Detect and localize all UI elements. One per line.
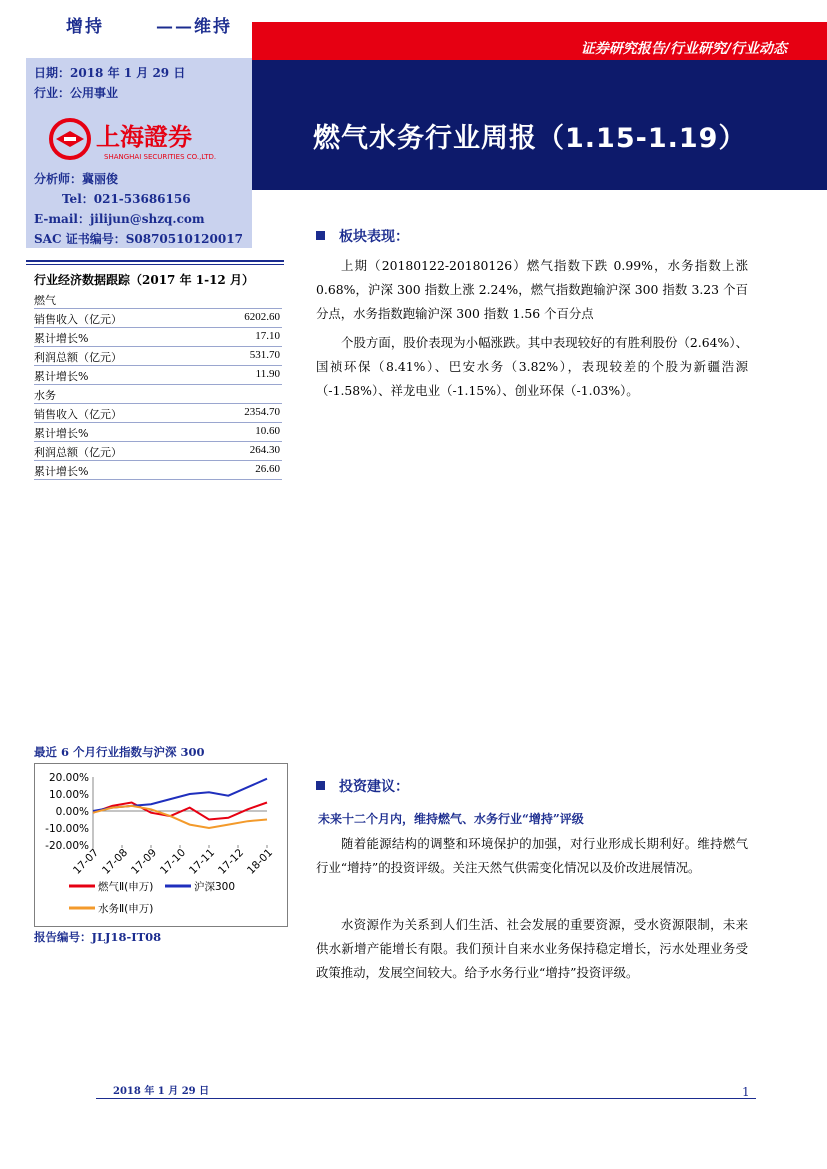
report-number: 报告编号：JLJ18-IT08 [34,930,162,944]
report-title: 燃气水务行业周报（1.15-1.19） [313,123,747,154]
x-tick-label: 17-08 [100,846,131,877]
analyst: 分析师：冀丽俊 [34,172,119,186]
x-tick-label: 17-09 [129,846,160,877]
performance-paragraph-1: 上期（20180122-20180126）燃气指数下跌 0.99%，水务指数上涨 0.68%，沪深 300 指数上涨 2.24%，燃气指数跑输沪深 300 指数 3.23 个百分点，水务指数跑输沪深 300 指数 1.56 个百分点 [316,258,748,321]
table-row: 燃气 [34,289,282,309]
square-bullet-icon [316,781,325,790]
analyst-email[interactable]: E-mail：jilijun@shzq.com [34,212,205,226]
square-bullet-icon [316,231,325,240]
sac-number: SAC 证书编号：S0870510120017 [34,232,243,246]
chart-svg [35,764,287,926]
legend-label: 沪深300 [194,881,236,893]
table-row: 销售收入（亿元） 6202.60 [34,308,282,328]
table-row: 水务 [34,384,282,404]
table-row: 利润总额（亿元） 264.30 [34,441,282,461]
rating-label: 增持 [66,17,104,37]
divider [26,260,284,262]
report-type: 证券研究报告/行业研究/行业动态 [580,41,787,57]
table-row: 累计增长% 10.60 [34,422,282,442]
y-tick-label: 10.00% [48,789,89,801]
x-tick-label: 18-01 [245,846,276,877]
table-row: 累计增长% 26.60 [34,460,282,480]
index-chart [34,763,288,927]
y-tick-label: 20.00% [48,772,89,784]
y-tick-label: -20.00% [45,840,89,852]
performance-paragraph-2: 个股方面，股价表现为小幅涨跌。其中表现较好的有胜利股份（2.64%）、国祯环保（8.41%）、巴安水务（3.82%），表现较差的个股为新疆浩源（-1.58%）、祥龙电业（-1.15%）、创业环保（-1.03%）。 [316,335,748,398]
table-row: 销售收入（亿元） 2354.70 [34,403,282,423]
section-heading-performance: 板块表现： [316,226,409,246]
legend-label: 燃气Ⅱ(申万) [98,881,154,893]
y-tick-label: -10.00% [45,823,89,835]
advice-paragraph-1: 随着能源结构的调整和环境保护的加强，对行业形成长期利好。维持燃气行业“增持”的投资评级。关注天然气供需变化情况以及价改进展情况。 [316,836,748,875]
rating-maintain-label: ——维持 [156,17,232,37]
x-tick-label: 17-10 [158,846,189,877]
page-number: 1 [742,1085,750,1099]
analyst-tel: Tel：021-53686156 [62,192,191,206]
advice-paragraph-2: 水资源作为关系到人们生活、社会发展的重要资源，受水资源限制，未来供水新增产能增长有限。我们预计自来水业务保持稳定增长，污水处理业务受政策推动，发展空间较大。给予水务行业“增持”投资评级。 [316,917,748,980]
y-tick-label: 0.00% [55,806,89,818]
table-row: 利润总额（亿元） 531.70 [34,346,282,366]
industry: 行业：公用事业 [34,86,119,100]
footer-date: 2018 年 1 月 29 日 [113,1086,210,1097]
divider [26,264,284,265]
x-tick-label: 17-12 [216,846,247,877]
legend-label: 水务Ⅱ(申万) [98,903,154,915]
series-line [93,806,267,828]
logo-text: 上海證券 [96,123,192,151]
x-tick-label: 17-11 [187,846,218,877]
table-row: 累计增长% 17.10 [34,327,282,347]
data-table-title: 行业经济数据跟踪（2017 年 1-12 月） [34,273,254,287]
chart-title: 最近 6 个月行业指数与沪深 300 [34,745,205,759]
advice-subheading: 未来十二个月内，维持燃气、水务行业“增持”评级 [318,812,584,826]
section-heading-advice: 投资建议： [316,776,409,796]
logo-subtext: SHANGHAI SECURITIES CO.,LTD. [104,153,217,161]
table-row: 累计增长% 11.90 [34,365,282,385]
x-tick-label: 17-07 [71,846,102,877]
report-date: 日期：2018 年 1 月 29 日 [34,66,186,80]
company-logo [48,117,238,163]
footer-divider [96,1098,756,1099]
